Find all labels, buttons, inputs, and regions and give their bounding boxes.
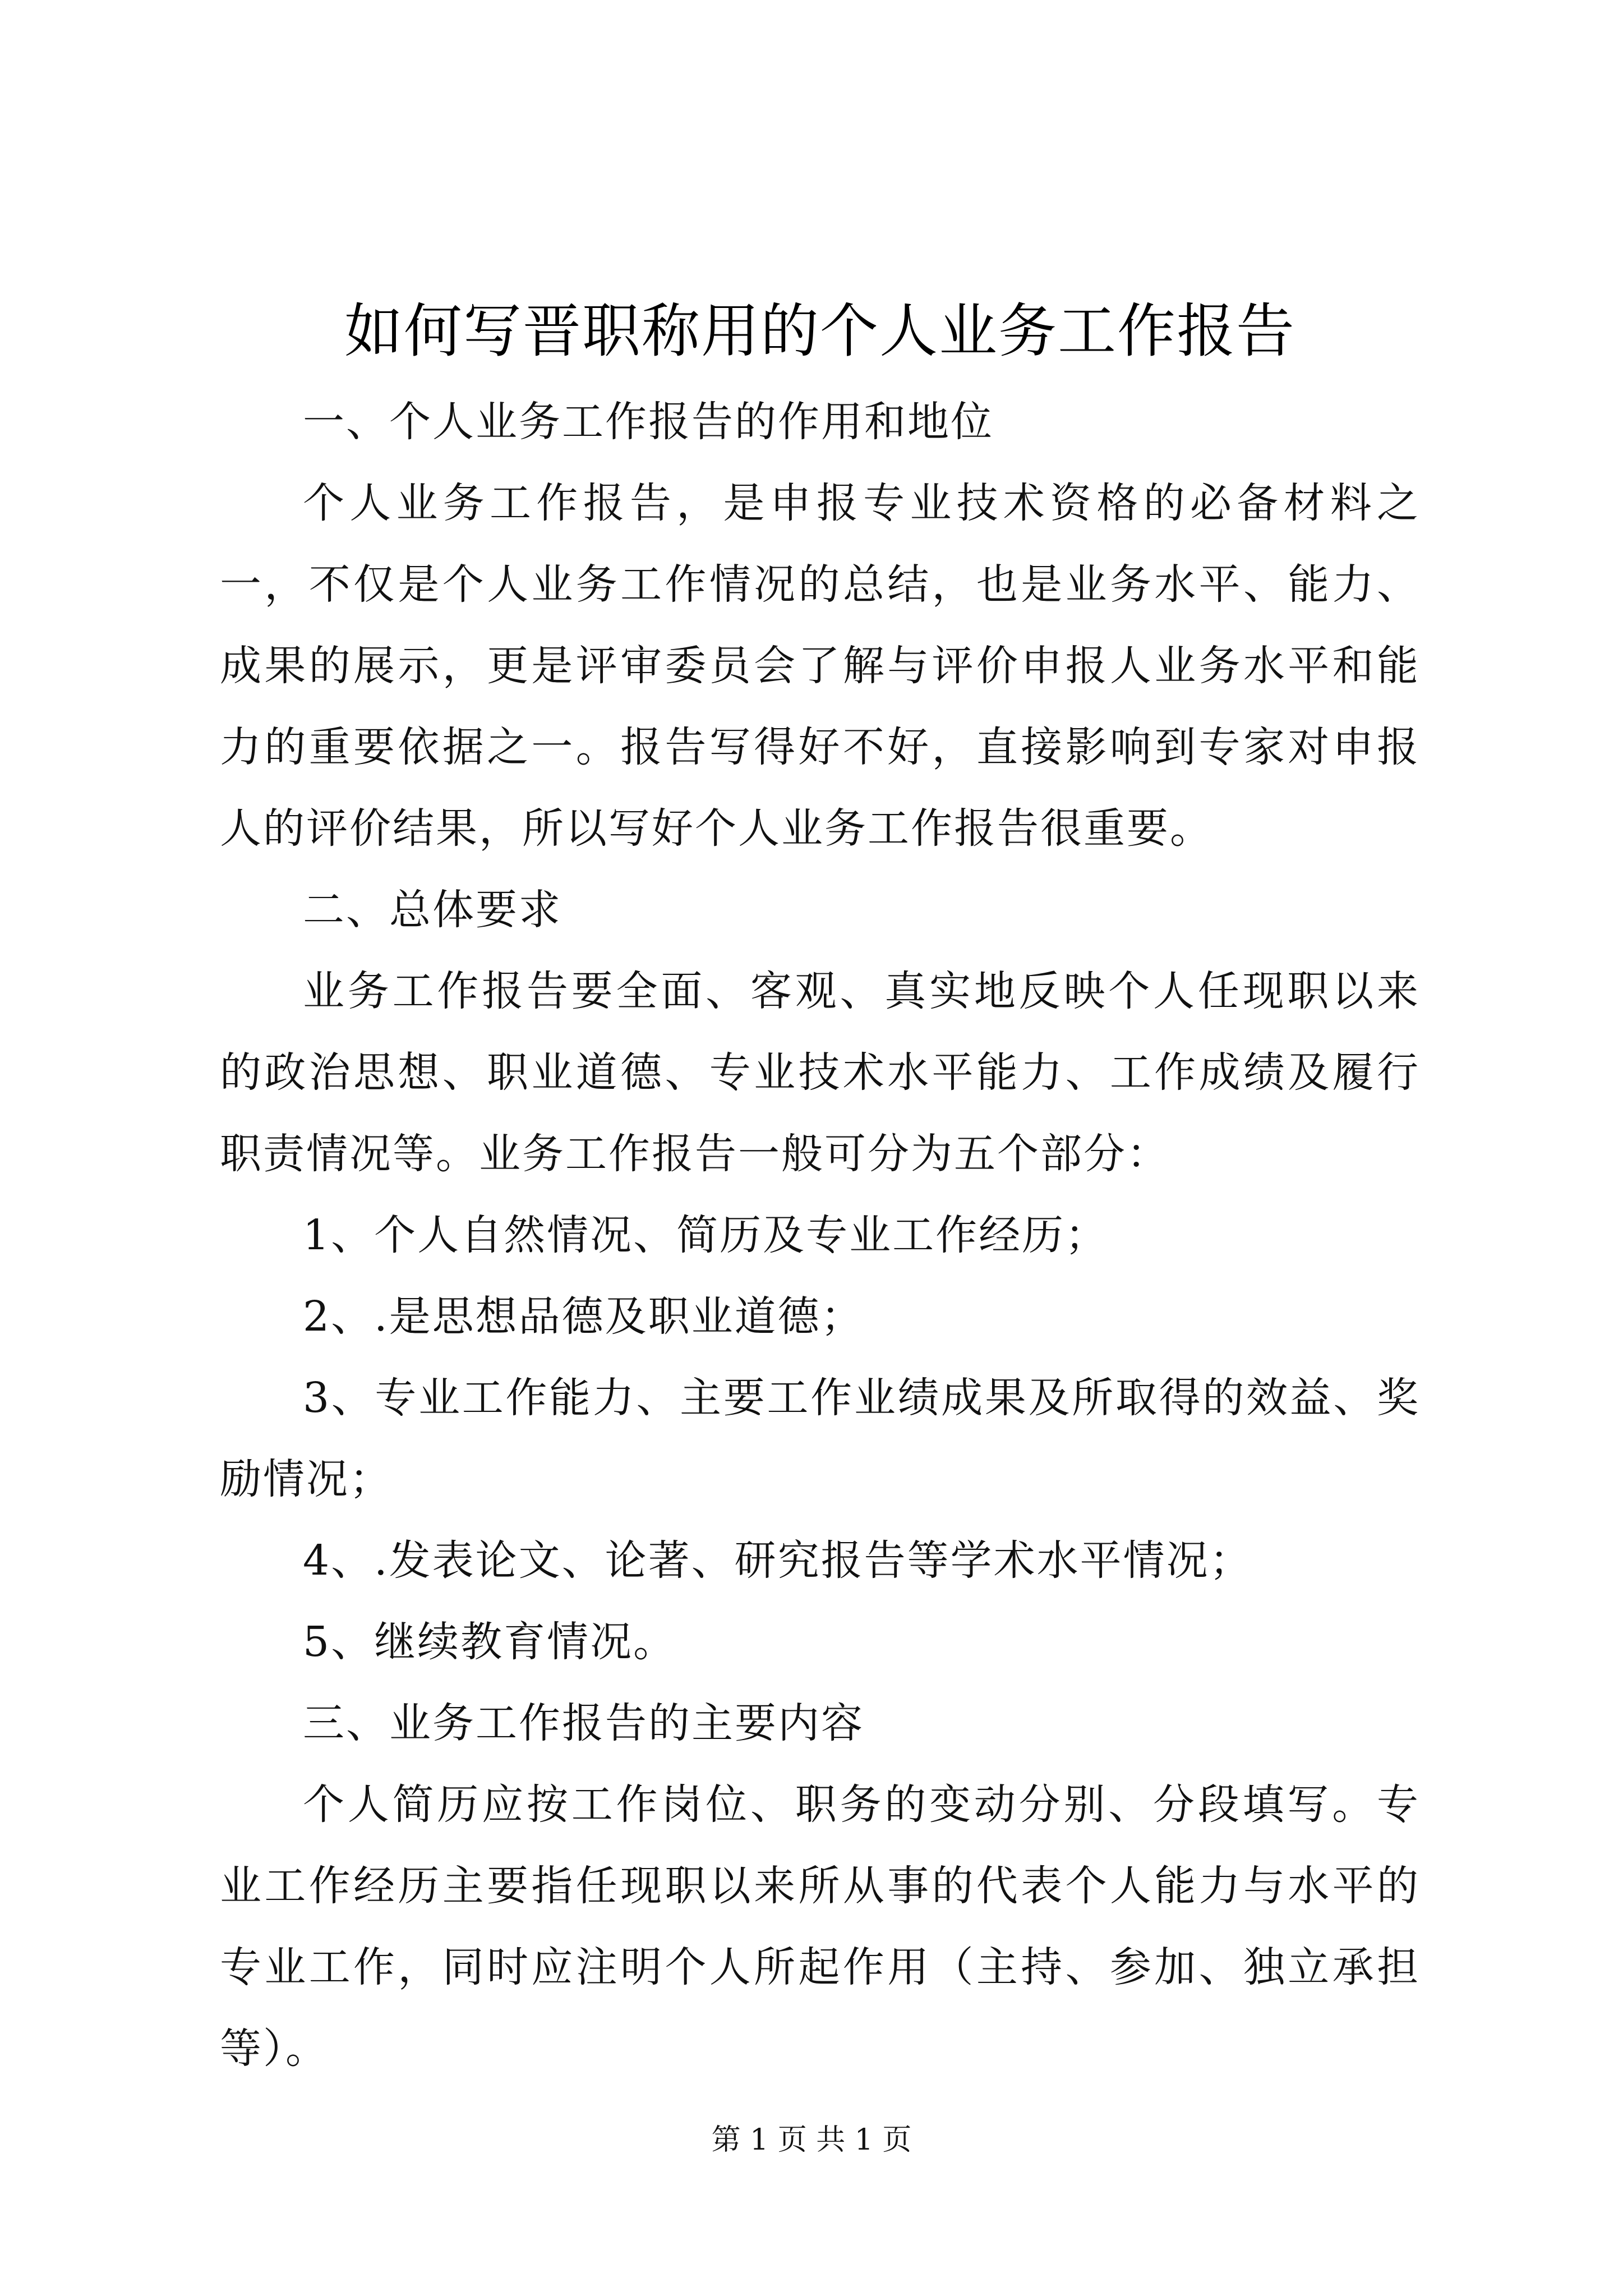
section-heading-1: 一、个人业务工作报告的作用和地位 bbox=[303, 398, 994, 446]
section-heading-2: 二、总体要求 bbox=[303, 886, 562, 934]
section-heading-3: 三、业务工作报告的主要内容 bbox=[303, 1699, 864, 1747]
list-item-3: 3、专业工作能力、主要工作业绩成果及所取得的效益、奖励情况； bbox=[220, 1374, 1420, 1503]
list-item-2: 2、.是思想品德及职业道德； bbox=[303, 1292, 864, 1341]
document-title: 如何写晋职称用的个人业务工作报告 bbox=[344, 297, 1295, 365]
page-footer: 第 1 页 共 1 页 bbox=[711, 2123, 912, 2157]
list-item-4: 4、.发表论文、论著、研究报告等学术水平情况； bbox=[303, 1536, 1253, 1585]
list-item-1: 1、个人自然情况、简历及专业工作经历； bbox=[303, 1211, 1109, 1259]
list-item-5: 5、继续教育情况。 bbox=[303, 1618, 677, 1666]
paragraph-role-and-status: 个人业务工作报告，是申报专业技术资格的必备材料之一，不仅是个人业务工作情况的总结，也是业务水平、能力、成果的展示，更是评审委员会了解与评价申报人业务水平和能力的重要依据之一。报告写得好不好，直接影响到专家对申报人的评价结果，所以写好个人业务工作报告很重要。 bbox=[220, 479, 1420, 853]
paragraph-main-content: 个人简历应按工作岗位、职务的变动分别、分段填写。专业工作经历主要指任现职以来所从事的代表个人能力与水平的专业工作，同时应注明个人所起作用（主持、参加、独立承担等）。 bbox=[220, 1780, 1420, 2073]
paragraph-general-requirements: 业务工作报告要全面、客观、真实地反映个人任现职以来的政治思想、职业道德、专业技术水平能力、工作成绩及履行职责情况等。业务工作报告一般可分为五个部分： bbox=[220, 967, 1420, 1178]
document-body bbox=[220, 280, 1420, 2090]
